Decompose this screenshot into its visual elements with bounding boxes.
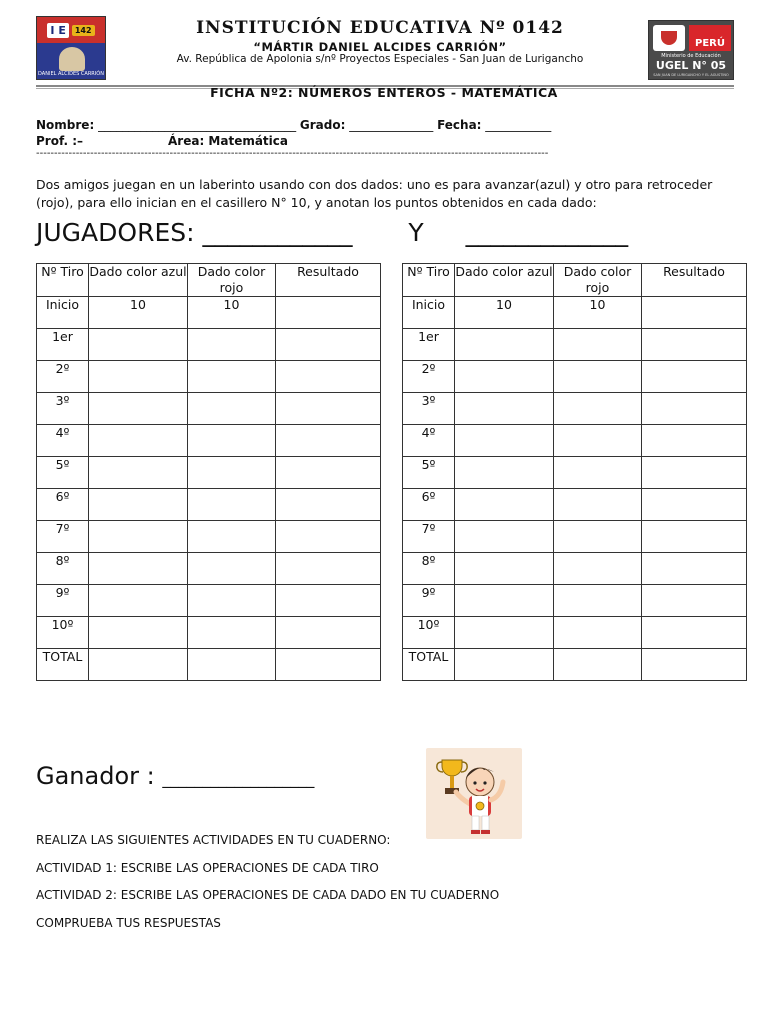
cell-rojo[interactable] [188,457,276,489]
cell-resultado[interactable] [642,457,747,489]
row-label: 2º [37,361,89,393]
cell-azul[interactable] [89,489,188,521]
table-row [37,393,381,425]
row-label: TOTAL [403,649,455,681]
winner-line [36,762,314,790]
row-label: 4º [37,425,89,457]
cell-resultado[interactable] [276,329,381,361]
cell-resultado[interactable] [642,649,747,681]
row-label: 5º [37,457,89,489]
table-row [403,617,747,649]
cell-rojo[interactable] [554,361,642,393]
header-resultado: Resultado [276,264,381,297]
trophy-boy-illustration [426,748,522,839]
table-row [403,329,747,361]
cell-azul[interactable]: 10 [455,297,554,329]
logo-number: 142 [72,25,95,36]
school-address: Av. República de Apolonia s/nº Proyectos Especiales - San Juan de Lurigancho [176,53,584,65]
cell-rojo[interactable] [554,585,642,617]
table-row [403,361,747,393]
grado-field[interactable]: ______________ [349,118,434,132]
cell-azul[interactable] [455,361,554,393]
header-tiro: Nº Tiro [37,264,89,297]
cell-rojo[interactable] [188,361,276,393]
row-label: 10º [37,617,89,649]
ugel-subtitle: SAN JUAN DE LURIGANCHO Y EL AGUSTINO [653,73,729,77]
table-row [403,457,747,489]
cell-azul[interactable] [89,457,188,489]
row-label: 8º [403,553,455,585]
ugel-label: UGEL N° 05 [655,59,727,72]
row-label: 4º [403,425,455,457]
winner-label: Ganador : [36,762,155,790]
cell-azul[interactable] [455,617,554,649]
cell-rojo[interactable] [188,521,276,553]
cell-resultado[interactable] [276,649,381,681]
table-row [37,649,381,681]
table-header-row [37,264,381,297]
cell-resultado[interactable] [276,489,381,521]
fecha-label: Fecha: [437,118,482,132]
school-logo [36,16,106,80]
institution-title: INSTITUCIÓN EDUCATIVA Nº 0142 [196,18,564,38]
row-label: 6º [37,489,89,521]
row-label: 1er [37,329,89,361]
cell-resultado[interactable] [642,585,747,617]
row-label: 7º [37,521,89,553]
cell-resultado[interactable] [642,553,747,585]
row-label: 6º [403,489,455,521]
header-resultado: Resultado [642,264,747,297]
cell-azul[interactable] [89,425,188,457]
score-table-player1 [36,263,381,681]
cell-rojo[interactable] [554,425,642,457]
portrait-icon [59,47,85,71]
nombre-label: Nombre: [36,118,95,132]
cell-rojo[interactable] [188,585,276,617]
player1-field[interactable]: ____________ [202,218,353,247]
activity-check: COMPRUEBA TUS RESPUESTAS [36,916,221,930]
table-row [403,489,747,521]
cell-resultado[interactable] [276,585,381,617]
table-row [37,361,381,393]
row-label: TOTAL [37,649,89,681]
logo-letters: I E [47,23,68,38]
row-label: 5º [403,457,455,489]
coat-of-arms-icon [653,25,685,51]
players-label: JUGADORES: [36,218,195,247]
cell-resultado[interactable] [276,393,381,425]
cell-azul[interactable] [455,425,554,457]
school-name: “MÁRTIR DANIEL ALCIDES CARRIÓN” [253,40,507,54]
cell-rojo[interactable] [188,649,276,681]
peru-label: PERÚ [689,25,731,51]
cell-rojo[interactable] [188,329,276,361]
cell-resultado[interactable] [642,393,747,425]
cell-azul[interactable] [455,553,554,585]
cell-rojo[interactable]: 10 [554,297,642,329]
nombre-field[interactable]: _________________________________ [98,118,297,132]
cell-rojo[interactable] [554,329,642,361]
header-azul: Dado color azul [455,264,554,297]
row-label: 3º [403,393,455,425]
cell-resultado[interactable] [642,489,747,521]
cell-azul[interactable] [455,649,554,681]
table-row [37,425,381,457]
cell-rojo[interactable] [554,649,642,681]
cell-resultado[interactable] [276,361,381,393]
row-label: 7º [403,521,455,553]
cell-azul[interactable] [455,393,554,425]
row-label: 9º [37,585,89,617]
table-row [37,617,381,649]
cell-azul[interactable] [89,649,188,681]
cell-rojo[interactable] [188,425,276,457]
trophy-icon [426,748,522,839]
cell-azul[interactable] [89,393,188,425]
cell-azul[interactable] [455,457,554,489]
table-row [37,521,381,553]
row-label: 2º [403,361,455,393]
prof-label: Prof. :– [36,134,84,148]
separator-line: ---------------------------------------------------------------------------------------------------------------------------------------------- [36,148,549,159]
table-row [403,393,747,425]
cell-resultado[interactable] [642,329,747,361]
header-azul: Dado color azul [89,264,188,297]
cell-rojo[interactable] [188,617,276,649]
cell-azul[interactable] [89,553,188,585]
cell-resultado[interactable] [642,361,747,393]
cell-rojo[interactable] [554,521,642,553]
activity-1: ACTIVIDAD 1: ESCRIBE LAS OPERACIONES DE CADA TIRO [36,861,379,875]
table-row [37,553,381,585]
cell-rojo[interactable] [554,553,642,585]
cell-azul[interactable] [455,521,554,553]
cell-resultado[interactable] [642,617,747,649]
header-rojo: Dado color rojo [188,264,276,297]
cell-resultado[interactable] [276,457,381,489]
table-header-row [403,264,747,297]
table-row [403,553,747,585]
row-label: 8º [37,553,89,585]
cell-rojo[interactable] [554,617,642,649]
table-row [403,425,747,457]
activities-heading: REALIZA LAS SIGUIENTES ACTIVIDADES EN TU CUADERNO: [36,833,391,847]
header-tiro: Nº Tiro [403,264,455,297]
intro-paragraph: Dos amigos juegan en un laberinto usando con dos dados: uno es para avanzar(azul) y otro para retroceder (rojo), para ello inician en el casillero N° 10, y anotan los puntos obtenidos en cada dado: [36,177,713,210]
cell-rojo[interactable] [554,393,642,425]
table-row [37,585,381,617]
cell-azul[interactable] [455,489,554,521]
row-label: 1er [403,329,455,361]
player2-field[interactable]: _____________ [465,218,629,247]
row-label: Inicio [403,297,455,329]
table-row [37,489,381,521]
sheet-title: FICHA Nº2: NÚMEROS ENTEROS - MATEMÁTICA [210,85,558,100]
cell-resultado[interactable] [276,425,381,457]
student-info-line [36,118,551,132]
row-label: 10º [403,617,455,649]
cell-rojo[interactable]: 10 [188,297,276,329]
cell-azul[interactable] [89,617,188,649]
cell-azul[interactable] [89,585,188,617]
table-row [403,521,747,553]
row-label: 9º [403,585,455,617]
cell-azul[interactable] [89,329,188,361]
cell-resultado[interactable] [642,521,747,553]
grado-label: Grado: [299,118,346,132]
table-row [37,297,381,329]
cell-rojo[interactable] [554,489,642,521]
cell-resultado[interactable] [276,617,381,649]
header-rojo: Dado color rojo [554,264,642,297]
and-label: Y [408,218,424,247]
winner-field[interactable]: ___________________ [162,769,315,788]
table-row [37,329,381,361]
cell-rojo[interactable] [188,393,276,425]
cell-resultado[interactable] [642,425,747,457]
cell-azul[interactable] [89,361,188,393]
table-row [403,585,747,617]
cell-azul[interactable] [455,585,554,617]
cell-azul[interactable] [455,329,554,361]
ugel-logo [648,20,734,80]
fecha-field[interactable]: ___________ [485,118,552,132]
row-label: Inicio [37,297,89,329]
cell-rojo[interactable] [188,489,276,521]
table-row [403,297,747,329]
activity-2: ACTIVIDAD 2: ESCRIBE LAS OPERACIONES DE CADA DADO EN TU CUADERNO [36,888,500,902]
players-line [36,218,628,247]
cell-resultado[interactable] [276,553,381,585]
cell-rojo[interactable] [554,457,642,489]
cell-rojo[interactable] [188,553,276,585]
ministry-label: Ministerio de Educación [661,53,721,59]
cell-resultado[interactable] [276,297,381,329]
row-label: 3º [37,393,89,425]
table-row [403,649,747,681]
cell-resultado[interactable] [642,297,747,329]
cell-azul[interactable] [89,521,188,553]
logo-caption: DANIEL ALCIDES CARRIÓN [38,71,104,77]
cell-azul[interactable]: 10 [89,297,188,329]
area-label: Área: Matemática [168,134,288,148]
cell-resultado[interactable] [276,521,381,553]
table-row [37,457,381,489]
score-table-player2 [402,263,747,681]
